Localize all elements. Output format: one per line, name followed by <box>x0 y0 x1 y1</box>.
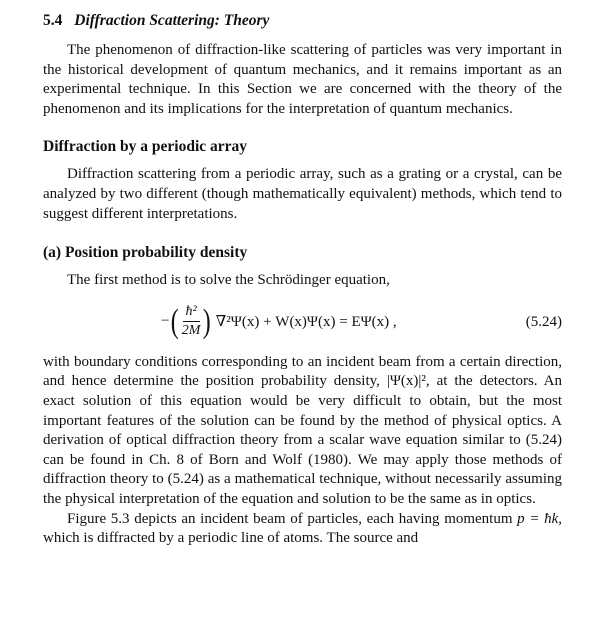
psi-squared-expression: |Ψ(x)|² <box>386 373 426 390</box>
equation-minus: − <box>161 313 170 330</box>
fraction-numerator: ħ² <box>183 304 200 322</box>
page <box>43 10 562 549</box>
equation-body <box>161 301 397 343</box>
section-heading <box>43 10 562 32</box>
equation-expression: ∇²Ψ(x) + W(x)Ψ(x) = EΨ(x) , <box>215 314 397 331</box>
momentum-expression: p = ħk <box>517 510 559 527</box>
right-paren: ) <box>203 302 212 340</box>
subsubsection-heading: (a) Position probability density <box>43 244 248 262</box>
lead-paragraph: The first method is to solve the Schrödinger equation, <box>67 272 390 289</box>
fraction-denominator: 2M <box>181 323 201 339</box>
left-paren: ( <box>171 302 180 340</box>
equation-label: (5.24) <box>525 313 562 330</box>
figure-text-1: Figure 5.3 depicts an incident beam of particles, each having momentum <box>67 510 518 527</box>
figure-text-2: , which is diffracted by a periodic line of atoms. The source and <box>43 510 562 547</box>
section-number: 5.4 <box>43 12 63 29</box>
after-equation-paragraph <box>43 353 562 510</box>
after-eq-text-2: , at the detectors. An exact solution of this equation would be very difficult to obtain, but the most important features of the solution can be found by the method of physical optics. A derivation of optical diffraction theory from a scalar wave equation similar to (5.24) can be found in Ch. 8 of Born and Wolf (1980). We may apply those methods of diffraction theory to (5.24) as a mathematical technique, without necessarily assuming the physical interpretation of the equation and solution to be the same as in optics. <box>43 373 562 507</box>
section-title: Diffraction Scattering: Theory <box>74 12 270 29</box>
after-eq-text-1: with boundary conditions corresponding to an incident beam from a certain direction, and hence determine the position probability density, <box>43 353 562 390</box>
subsection-paragraph: Diffraction scattering from a periodic array, such as a grating or a crystal, can be analyzed by two different (though mathematically equivalent) methods, which tend to suggest different interpretations. <box>43 166 562 222</box>
figure-paragraph <box>43 510 562 549</box>
equation-fraction <box>182 304 201 339</box>
subsection-heading: Diffraction by a periodic array <box>43 138 248 156</box>
equation-5-24 <box>43 297 562 345</box>
intro-paragraph: The phenomenon of diffraction-like scattering of particles was very important in the historical development of quantum mechanics, and it remains important as an experimental technique. In this Section we are concerned with the theory of the phenomenon and its implications for the interpretation of quantum mechanics. <box>43 42 562 117</box>
